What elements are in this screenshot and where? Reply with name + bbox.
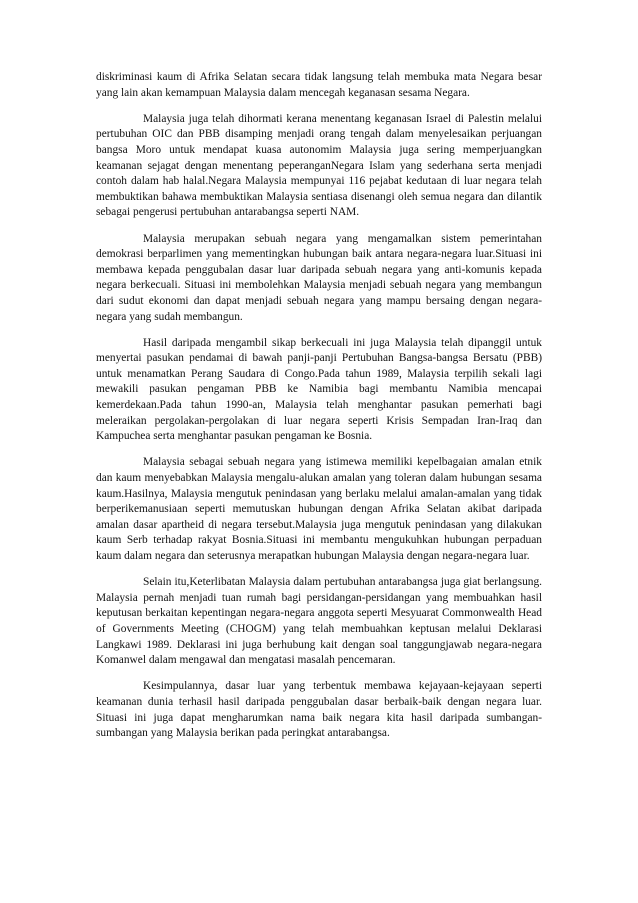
document-page [96,70,542,752]
paragraph-4: Hasil daripada mengambil sikap berkecuali ini juga Malaysia telah dipanggil untuk menyertai pasukan pendamai di bawah panji-panji Pertubuhan Bangsa-bangsa Bersatu (PBB) untuk menamatkan Perang Saudara di Congo.Pada tahun 1989, Malaysia terpilih sekali lagi mewakili pasukan pengaman PBB ke Namibia bagi membantu Namibia mencapai kemerdekaan.Pada tahun 1990-an, Malaysia telah menghantar pasukan pemerhati bagi meleraikan pergolakan-pergolakan di luar negara seperti Krisis Sempadan Iran-Iraq dan Kampuchea serta menghantar pasukan pengaman ke Bosnia. [96,336,542,443]
paragraph-6: Selain itu,Keterlibatan Malaysia dalam pertubuhan antarabangsa juga giat berlangsung. Malaysia pernah menjadi tuan rumah bagi persidangan-persidangan yang membuahkan hasil keputusan berkaitan kepentingan negara-negara anggota seperti Mesyuarat Commonwealth Head of Governments Meeting (CHOGM) yang telah membuahkan keptusan melalui Deklarasi Langkawi 1989. Deklarasi ini juga berhubung kait dengan soal tanggungjawab negara-negara Komanwel dalam mengawal dan mengatasi masalah pencemaran. [96,576,542,667]
paragraph-2: Malaysia juga telah dihormati kerana menentang keganasan Israel di Palestin melalui pertubuhan OIC dan PBB disamping menjadi orang tengah dalam menyelesaikan perjuangan bangsa Moro untuk mendapat kuasa autonomim Malaysia juga sering memperjuangkan keamanan sejagat dengan menentang peperanganNegara Islam yang sederhana serta menjadi contoh dalam hab halal.Negara Malaysia mempunyai 116 pejabat kedutaan di luar negara telah membuktikan bahawa membuktikan Malaysia sentiasa disenangi oleh semua negara dan dilantik sebagai pengerusi pertubuhan antarabangsa seperti NAM. [96,112,542,219]
paragraph-7: Kesimpulannya, dasar luar yang terbentuk membawa kejayaan-kejayaan seperti keamanan dunia terhasil hasil daripada penggubalan dasar berbaik-baik dengan negara luar. Situasi ini juga dapat mengharumkan nama baik negara kita hasil daripada sumbangan-sumbangan yang Malaysia berikan pada peringkat antarabangsa. [96,680,542,740]
paragraph-5: Malaysia sebagai sebuah negara yang istimewa memiliki kepelbagaian amalan etnik dan kaum menyebabkan Malaysia mengalu-alukan amalan yang toleran dalam hubungan sesama kaum.Hasilnya, Malaysia mengutuk penindasan yang berlaku melalui amalan-amalan yang tidak berperikemanusiaan seperti memutuskan hubungan dengan Afrika Selatan akibat daripada amalan dasar apartheid di negara tersebut.Malaysia juga mengutuk penindasan yang dilakukan kaum Serb terhadap rakyat Bosnia.Situasi ini membantu mengukuhkan hubungan perpaduan kaum dalam negara dan seterusnya merapatkan hubungan Malaysia dengan negara-negara luar. [96,456,542,562]
paragraph-3: Malaysia merupakan sebuah negara yang mengamalkan sistem pemerintahan demokrasi berparlimen yang mementingkan hubungan baik antara negara-negara luar.Situasi ini membawa kepada penggubalan dasar luar daripada sebuah negara yang anti-komunis kepada negara berkecuali. Situasi ini membolehkan Malaysia menjadi sebuah negara yang membangun dari sudut ekonomi dan dapat menjadi sebuah negara yang mampu bersaing dengan negara-negara yang sudah membangun. [96,232,542,323]
paragraph-1: diskriminasi kaum di Afrika Selatan secara tidak langsung telah membuka mata Negara besar yang lain akan kemampuan Malaysia dalam mencegah keganasan sesama Negara. [96,71,542,99]
